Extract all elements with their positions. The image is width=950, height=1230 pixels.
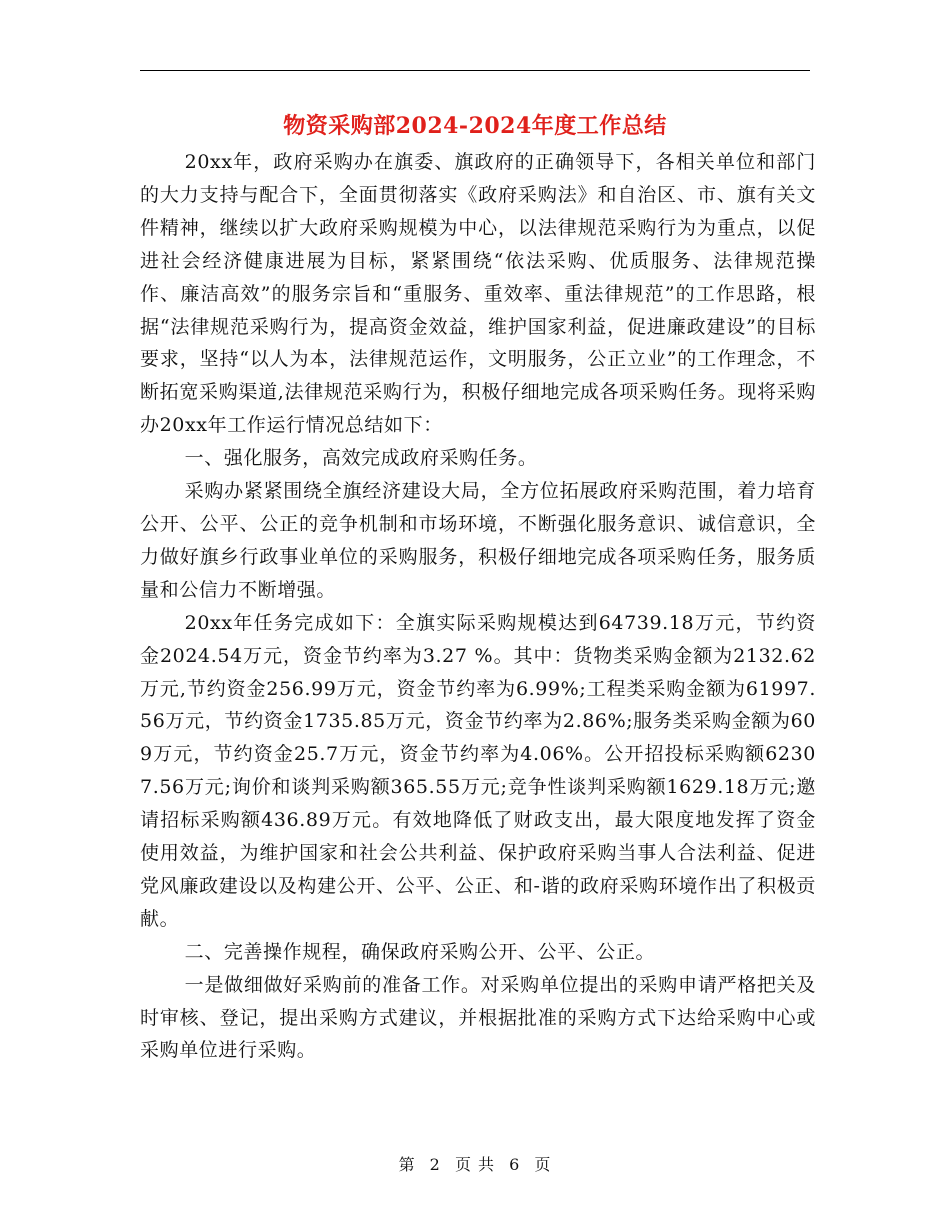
document-body	[140, 146, 816, 1067]
header-rule	[140, 70, 810, 71]
paragraph-service: 采购办紧紧围绕全旗经济建设大局，全方位拓展政府采购范围，着力培育公开、公平、公正的竞争机制和市场环境，不断强化服务意识、诚信意识，全力做好旗乡行政事业单位的采购服务，积极仔细地完成各项采购任务，服务质量和公信力不断增强。	[140, 480, 816, 601]
paragraph-results: 20xx年任务完成如下：全旗实际采购规模达到64739.18万元，节约资金2024.54万元，资金节约率为3.27 %。其中：货物类采购金额为2132.62万元,节约资金256.99万元，资金节约率为6.99%;工程类采购金额为61997.56万元，节约资金1735.85万元，资金节约率为2.86%;服务类采购金额为609万元，节约资金25.7万元，资金节约率为4.06%。公开招投标采购额62307.56万元;询价和谈判采购额365.55万元;竞争性谈判采购额1629.18万元;邀请招标采购额436.89万元。有效地降低了财政支出，最大限度地发挥了资金使用效益，为维护国家和社会公共利益、保护政府采购当事人合法利益、促进党风廉政建设以及构建公开、公平、公正、和-谐的政府采购环境作出了积极贡献。	[140, 611, 816, 930]
footer-suffix: 页	[534, 1155, 552, 1174]
footer-total-pages: 6	[509, 1155, 521, 1174]
section-heading-1: 一、强化服务，高效完成政府采购任务。	[184, 447, 538, 470]
paragraph-intro: 20xx年，政府采购办在旗委、旗政府的正确领导下，各相关单位和部门的大力支持与配合下，全面贯彻落实《政府采购法》和自治区、市、旗有关文件精神，继续以扩大政府采购规模为中心，以法律规范采购行为为重点，以促进社会经济健康进展为目标，紧紧围绕“依法采购、优质服务、法律规范操作、廉洁高效”的服务宗旨和“重服务、重效率、重法律规范”的工作思路，根据“法律规范采购行为，提高资金效益，维护国家利益，促进廉政建设”的目标要求，坚持“以人为本，法律规范运作，文明服务，公正立业”的工作理念，不断拓宽采购渠道,法律规范采购行为，积极仔细地完成各项采购任务。现将采购办20xx年工作运行情况总结如下：	[140, 151, 816, 437]
paragraph-preparation: 一是做细做好采购前的准备工作。对采购单位提出的采购申请严格把关及时审核、登记，提出采购方式建议，并根据批准的采购方式下达给采购中心或采购单位进行采购。	[140, 973, 816, 1062]
footer-prefix: 第	[398, 1155, 416, 1174]
footer-mid: 页 共	[454, 1155, 496, 1174]
section-heading-2: 二、完善操作规程，确保政府采购公开、公平、公正。	[184, 940, 656, 963]
page-footer	[0, 1152, 950, 1175]
footer-current-page: 2	[429, 1155, 441, 1174]
document-title: 物资采购部2024-2024年度工作总结	[283, 113, 667, 139]
